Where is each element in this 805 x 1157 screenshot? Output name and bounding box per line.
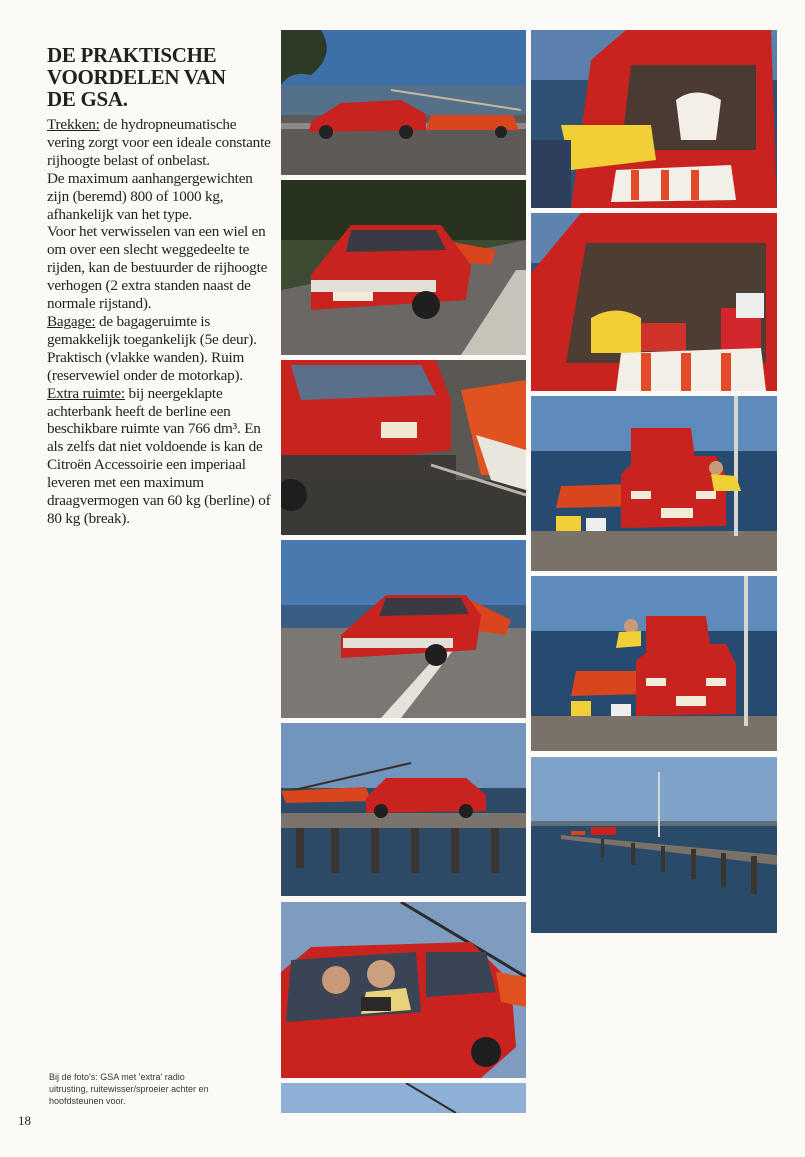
caption-line-3: hoofdsteunen voor. xyxy=(49,1096,126,1106)
paragraph-trekken xyxy=(47,116,275,170)
photo-loading-trunk xyxy=(531,30,777,208)
caption-line-1: Bij de foto's: GSA met 'extra' radio xyxy=(49,1072,185,1082)
paragraph-extra-ruimte xyxy=(47,385,275,528)
photo-sky-strip xyxy=(281,1083,526,1113)
photo-car-front-road xyxy=(281,180,526,355)
paragraph-aanhanger: De maximum aanhangergewichten zijn (beremd) 800 of 1000 kg, afhankelijk van het type. xyxy=(47,169,253,223)
photo-long-pier-view xyxy=(531,757,777,933)
photo-car-towing-boat xyxy=(281,30,526,175)
text-extra-ruimte: bij neergeklapte achterbank heeft de berline een beschikbare ruimte van 766 dm³. En als zelfs dat niet voldoende is kan de Citroën Accessoirie een imperiaal leveren met een maximum draagvermogen van 60 kg (berline) of 80 kg (break). xyxy=(47,384,271,527)
photo-open-trunk-luggage xyxy=(531,213,777,391)
paragraph-wiel: Voor het verwisselen van een wiel en om over een slecht weggedeelte te rijden, kan de bestuurder de rijhoogte verhogen (2 extra standen naast de normale rijstand). xyxy=(47,223,268,313)
text-bagage: de bagageruimte is gemakkelijk toegankelijk (5e deur). Praktisch (vlakke wanden). Ruim (reservewiel onder de motorkap). xyxy=(47,312,257,384)
page-number: 18 xyxy=(18,1113,31,1128)
photo-jetty-boat-unloading xyxy=(531,576,777,751)
caption-line-2: uitrusting, ruitewisser/sproeier achter en xyxy=(49,1084,209,1094)
label-bagage: Bagage: xyxy=(47,312,96,330)
label-trekken: Trekken: xyxy=(47,116,100,133)
photo-jetty-car-open-hatch xyxy=(531,396,777,571)
text-trekken: de hydropneumatische vering zorgt voor een ideale constante rijhoogte belast of onbelast. xyxy=(47,116,271,169)
page-title xyxy=(47,44,272,110)
photo-car-on-jetty xyxy=(281,723,526,896)
photo-couple-in-car xyxy=(281,902,526,1078)
paragraph-bagage xyxy=(47,313,275,385)
body-text xyxy=(47,116,275,528)
title-line-3: DE GSA. xyxy=(47,87,128,111)
title-line-2: VOORDELEN VAN xyxy=(47,65,226,89)
title-line-1: DE PRAKTISCHE xyxy=(47,43,217,67)
photo-car-rear-towbar xyxy=(281,360,526,535)
photo-caption xyxy=(49,1071,274,1107)
photo-car-coast-road xyxy=(281,540,526,718)
label-extra-ruimte: Extra ruimte: xyxy=(47,384,125,402)
